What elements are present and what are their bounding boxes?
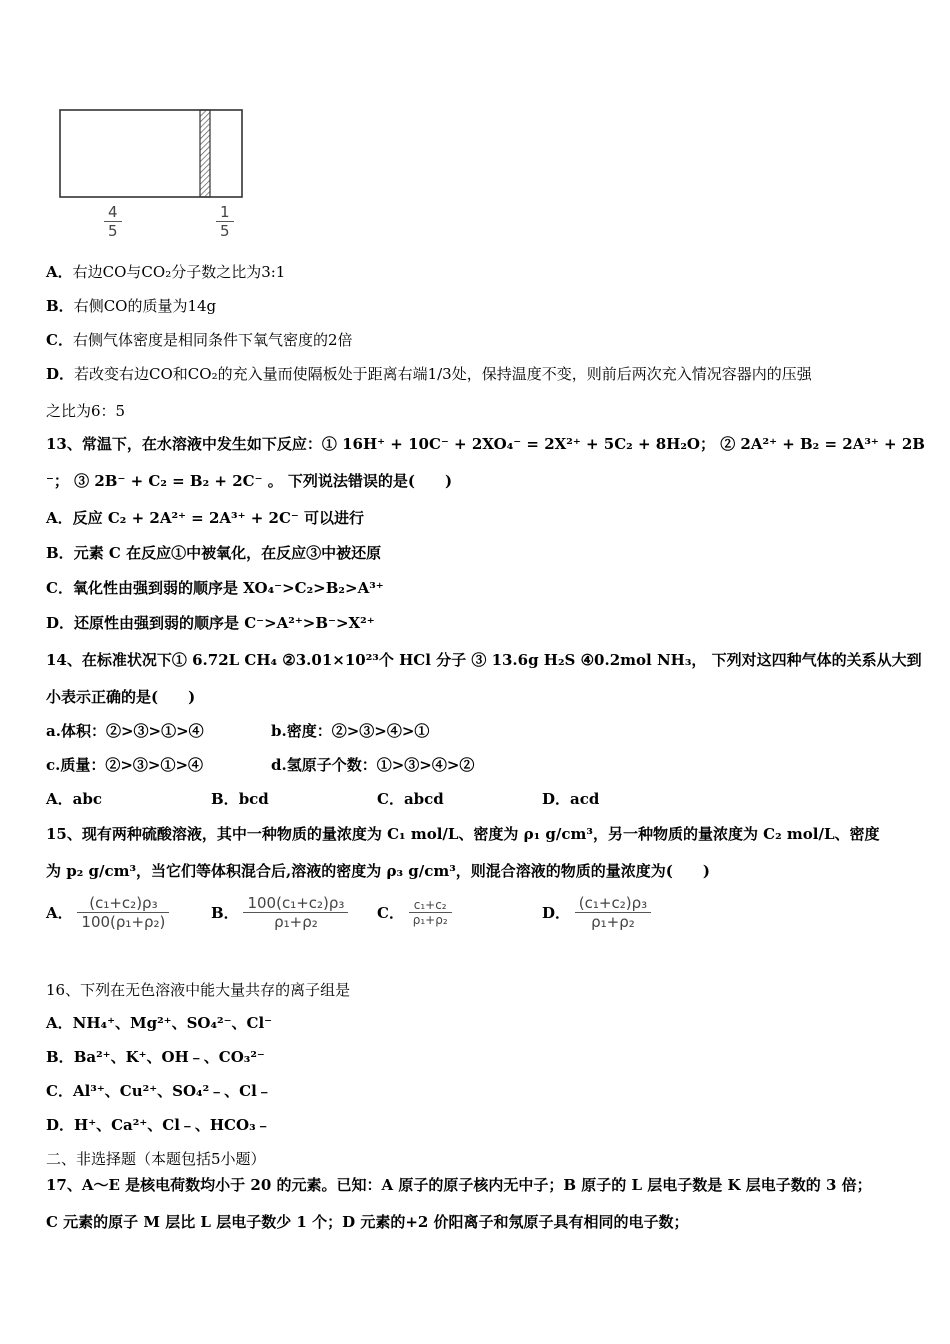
fraction-numerator: (c₁+c₂)ρ₃ (77, 894, 169, 913)
q13-stem-line1: 13、常温下，在水溶液中发生如下反应：① 16H⁺ + 10C⁻ + 2XO₄⁻ = 2X²⁺ + 5C₂ + 8H₂O； ② 2A²⁺ + B₂ = 2A³⁺ + 2B (46, 435, 925, 453)
container-figure (40, 95, 260, 249)
option-text: 若改变右边CO和CO₂的充入量而使隔板处于距离右端1/3处，保持温度不变，则前后两次充入情况容器内的压强 (74, 365, 812, 383)
q16-option-a (46, 1013, 272, 1033)
q14-option-b (211, 789, 269, 809)
option-label: A． (46, 904, 73, 922)
left-fraction-numerator: 4 (104, 203, 122, 222)
option-label: C． (46, 331, 73, 349)
q16-option-b (46, 1047, 265, 1067)
fraction-denominator: ρ₁+ρ₂ (274, 913, 318, 931)
option-label: C． (377, 904, 404, 922)
q12-option-d (46, 364, 812, 384)
q12-option-c (46, 330, 353, 350)
q15-stem-line2: 为 p₂ g/cm³，当它们等体积混合后,溶液的密度为 ρ₃ g/cm³，则混合溶液的物质的量浓度为( ) (46, 862, 710, 880)
fraction-numerator: 100(c₁+c₂)ρ₃ (243, 894, 348, 913)
right-fraction-numerator: 1 (216, 203, 234, 222)
q15-option-c (377, 898, 452, 927)
option-label: A． (46, 509, 73, 527)
option-text: 右边CO与CO₂分子数之比为3:1 (72, 263, 286, 281)
q13-option-c (46, 578, 384, 598)
q16-stem: 16、下列在无色溶液中能大量共存的离子组是 (46, 981, 351, 999)
fraction-denominator: 100(ρ₁+ρ₂) (81, 913, 166, 931)
option-label: C． (46, 1082, 73, 1100)
q15-fraction-d (575, 894, 651, 931)
option-text: bcd (238, 790, 269, 808)
option-text: Al³⁺、Cu²⁺、SO₄²﹣、Cl﹣ (72, 1082, 272, 1100)
q16-option-d (46, 1115, 271, 1135)
option-label: A． (46, 263, 73, 281)
option-label: D． (46, 614, 75, 632)
section-title: 二、非选择题（本题包括5小题） (46, 1150, 266, 1168)
option-text: 氧化性由强到弱的顺序是 XO₄⁻>C₂>B₂>A³⁺ (72, 579, 384, 597)
q17-stem-line2: C 元素的原子 M 层比 L 层电子数少 1 个；D 元素的+2 价阳离子和氖原子具有相同的电子数； (46, 1213, 689, 1231)
q15-option-a (46, 894, 169, 931)
fraction-denominator: ρ₁+ρ₂ (591, 913, 635, 931)
option-label: B． (46, 544, 74, 562)
q15-fraction-b (243, 894, 348, 931)
q13-option-d (46, 613, 375, 633)
option-text: 右侧CO的质量为14g (73, 297, 217, 315)
q13-stem-line2: ⁻； ③ 2B⁻ + C₂ = B₂ + 2C⁻ 。 下列说法错误的是( ) (46, 472, 453, 490)
q12-option-d-continued: 之比为6：5 (46, 402, 126, 420)
q12-option-b (46, 296, 216, 316)
option-text: 反应 C₂ + 2A²⁺ = 2A³⁺ + 2C⁻ 可以进行 (72, 509, 365, 527)
fraction-denominator: ρ₁+ρ₂ (412, 913, 448, 927)
q14-stem-line2: 小表示正确的是( ) (46, 688, 196, 706)
option-label: D． (46, 365, 75, 383)
q17-stem-line1: 17、A～E 是核电荷数均小于 20 的元素。已知：A 原子的原子核内无中子；B 原子的 L 层电子数是 K 层电子数的 3 倍； (46, 1176, 872, 1194)
q14-stem-line1: 14、在标准状况下① 6.72L CH₄ ②3.01×10²³个 HCl 分子 ③ 13.6g H₂S ④0.2mol NH₃， 下列对这四种气体的关系从大到 (46, 651, 922, 669)
left-fraction (104, 203, 122, 240)
fraction-numerator: c₁+c₂ (409, 898, 452, 913)
q14-sub-a: a.体积：②>③>①>④ (46, 722, 204, 740)
q16-option-c (46, 1081, 272, 1101)
q13-option-a (46, 508, 364, 528)
option-text: 还原性由强到弱的顺序是 C⁻>A²⁺>B⁻>X²⁺ (74, 614, 375, 632)
option-label: B． (211, 904, 239, 922)
left-fraction-denominator: 5 (108, 222, 118, 240)
option-label: A． (46, 1014, 73, 1032)
q14-option-a (46, 789, 102, 809)
option-text: H⁺、Ca²⁺、Cl﹣、HCO₃﹣ (74, 1116, 271, 1134)
q15-fraction-a (77, 894, 169, 931)
option-text: acd (570, 790, 600, 808)
fraction-numerator: (c₁+c₂)ρ₃ (575, 894, 651, 913)
option-text: 右侧气体密度是相同条件下氧气密度的2倍 (72, 331, 353, 349)
q13-option-b (46, 543, 381, 563)
option-label: A． (46, 790, 73, 808)
option-label: C． (46, 579, 73, 597)
q15-fraction-c (409, 898, 452, 927)
q15-stem-line1: 15、现有两种硫酸溶液，其中一种物质的量浓度为 C₁ mol/L、密度为 ρ₁ g/cm³，另一种物质的量浓度为 C₂ mol/L、密度 (46, 825, 880, 843)
option-label: D． (46, 1116, 75, 1134)
option-text: NH₄⁺、Mg²⁺、SO₄²⁻、Cl⁻ (72, 1014, 273, 1032)
option-label: D． (542, 904, 571, 922)
container-box (60, 110, 242, 197)
q14-sub-c: c.质量：②>③>①>④ (46, 756, 204, 774)
q12-option-a (46, 262, 285, 282)
q14-sub-b: b.密度：②>③>④>① (271, 722, 430, 740)
q15-option-d (542, 894, 651, 931)
q14-option-c (377, 789, 444, 809)
q14-sub-d: d.氢原子个数：①>③>④>② (271, 756, 475, 774)
q15-option-b (211, 894, 348, 931)
q14-option-d (542, 789, 599, 809)
option-text: abcd (403, 790, 444, 808)
option-text: 元素 C 在反应①中被氧化，在反应③中被还原 (73, 544, 382, 562)
right-fraction-denominator: 5 (220, 222, 230, 240)
option-label: C． (377, 790, 404, 808)
option-text: Ba²⁺、K⁺、OH﹣、CO₃²⁻ (73, 1048, 265, 1066)
option-label: D． (542, 790, 571, 808)
option-label: B． (46, 1048, 74, 1066)
option-label: B． (211, 790, 239, 808)
partition (200, 110, 210, 197)
right-fraction (216, 203, 234, 240)
option-label: B． (46, 297, 74, 315)
option-text: abc (72, 790, 102, 808)
